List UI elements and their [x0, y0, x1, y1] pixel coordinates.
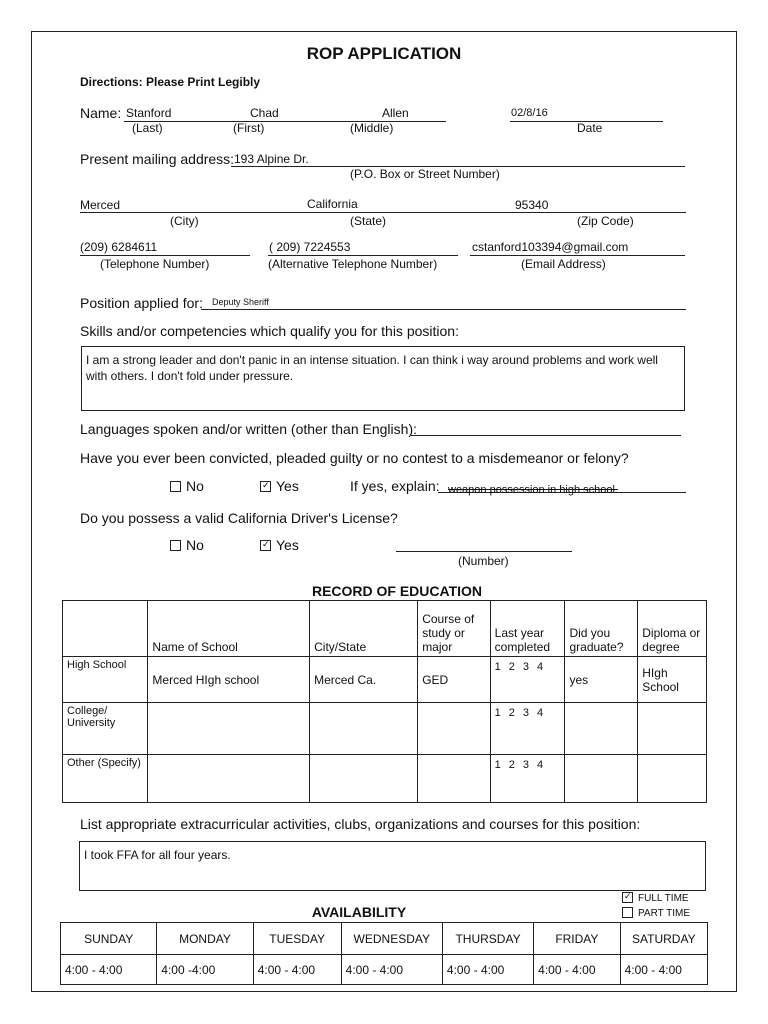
license-number-underline[interactable] [396, 551, 572, 552]
year-option[interactable]: 1 [494, 759, 501, 771]
convicted-yes-option[interactable] [260, 478, 299, 494]
middle-caption: (Middle) [350, 121, 394, 135]
availability-heading: AVAILABILITY [311, 904, 407, 920]
convicted-question: Have you ever been convicted, pleaded guilty or no contest to a misdemeanor or felony? [80, 450, 629, 466]
day-header: SATURDAY [620, 923, 707, 955]
license-yes-checkbox[interactable] [260, 540, 271, 551]
year-option[interactable]: 2 [508, 661, 515, 673]
languages-underline[interactable] [411, 435, 681, 436]
day-header: FRIDAY [534, 923, 620, 955]
school-course[interactable]: GED [418, 657, 490, 703]
education-header-row [63, 601, 707, 657]
education-header: Did you graduate? [565, 601, 638, 657]
table-row [63, 657, 707, 703]
year-options[interactable] [490, 755, 565, 803]
school-city[interactable] [310, 703, 418, 755]
position-underline [201, 309, 686, 310]
address-label: Present mailing address: [80, 151, 235, 167]
day-header: WEDNESDAY [341, 923, 442, 955]
time-cell[interactable]: 4:00 - 4:00 [620, 955, 707, 985]
year-option[interactable]: 1 [494, 707, 501, 719]
year-option[interactable]: 1 [494, 661, 501, 673]
license-question: Do you possess a valid California Driver's License? [80, 510, 398, 526]
full-time-option[interactable] [622, 893, 689, 904]
city-caption: (City) [170, 214, 199, 228]
year-option[interactable]: 3 [522, 707, 530, 719]
license-no-label: No [186, 537, 204, 553]
convicted-yes-label: Yes [276, 478, 299, 494]
school-type: Other (Specify) [63, 755, 148, 803]
days-row [61, 923, 708, 955]
school-name[interactable] [148, 703, 310, 755]
phone-underline [80, 255, 250, 256]
phone-value[interactable]: (209) 6284611 [80, 240, 158, 254]
year-options[interactable] [490, 657, 565, 703]
graduated-value[interactable]: yes [565, 657, 638, 703]
day-header: SUNDAY [61, 923, 157, 955]
education-header: Name of School [148, 601, 310, 657]
state-value[interactable]: California [307, 197, 358, 211]
email-caption: (Email Address) [521, 257, 606, 271]
day-header: TUESDAY [253, 923, 341, 955]
table-row [63, 755, 707, 803]
convicted-no-checkbox[interactable] [170, 481, 181, 492]
license-no-option[interactable] [170, 537, 204, 553]
year-option[interactable]: 4 [537, 759, 544, 771]
school-city[interactable]: Merced Ca. [310, 657, 418, 703]
time-cell[interactable]: 4:00 - 4:00 [534, 955, 620, 985]
year-option[interactable]: 2 [508, 759, 515, 771]
school-course[interactable] [418, 703, 490, 755]
table-row [63, 703, 707, 755]
alt-phone-value[interactable]: ( 209) 7224553 [269, 240, 351, 254]
year-option[interactable]: 2 [508, 707, 515, 719]
part-time-label: PART TIME [638, 908, 691, 920]
languages-label: Languages spoken and/or written (other than English): [80, 421, 417, 437]
activities-box[interactable]: I took FFA for all four years. [79, 841, 706, 891]
year-options[interactable] [490, 703, 565, 755]
email-value[interactable]: cstanford103394@gmail.com [472, 240, 629, 254]
time-cell[interactable]: 4:00 - 4:00 [253, 955, 341, 985]
city-value[interactable]: Merced [80, 198, 121, 212]
part-time-checkbox[interactable] [622, 907, 633, 918]
convicted-yes-checkbox[interactable] [260, 481, 271, 492]
middle-name-value[interactable]: Allen [382, 106, 409, 120]
name-underline [124, 121, 446, 122]
year-option[interactable]: 3 [522, 661, 530, 673]
phone-caption: (Telephone Number) [100, 257, 210, 271]
day-header: MONDAY [157, 923, 253, 955]
alt-phone-caption: (Alternative Telephone Number) [268, 257, 438, 271]
activities-label: List appropriate extracurricular activities, clubs, organizations and courses for this position: [80, 816, 641, 832]
name-label: Name: [80, 105, 122, 121]
education-header [63, 601, 148, 657]
directions: Directions: Please Print Legibly [80, 75, 261, 89]
year-option[interactable]: 4 [537, 661, 544, 673]
convicted-no-label: No [186, 478, 204, 494]
time-cell[interactable]: 4:00 - 4:00 [61, 955, 157, 985]
diploma-value[interactable]: HIgh School [638, 657, 707, 703]
explain-value[interactable]: weapon possession in high school. [448, 484, 619, 496]
education-header: City/State [310, 601, 418, 657]
street-caption: (P.O. Box or Street Number) [350, 167, 500, 181]
last-caption: (Last) [132, 121, 163, 135]
diploma-value[interactable] [638, 703, 707, 755]
school-name[interactable]: Merced HIgh school [148, 657, 310, 703]
license-no-checkbox[interactable] [170, 540, 181, 551]
time-cell[interactable]: 4:00 - 4:00 [341, 955, 442, 985]
school-city[interactable] [310, 755, 418, 803]
position-value[interactable]: Deputy Sheriff [212, 297, 269, 307]
graduated-value[interactable] [565, 755, 638, 803]
date-caption: Date [577, 121, 603, 135]
convicted-no-option[interactable] [170, 478, 204, 494]
education-table [62, 600, 707, 803]
skills-label: Skills and/or competencies which qualify you for this position: [80, 323, 459, 339]
diploma-value[interactable] [638, 755, 707, 803]
date-value[interactable]: 02/8/16 [511, 107, 548, 119]
part-time-option[interactable] [622, 908, 690, 919]
zip-caption: (Zip Code) [577, 214, 634, 228]
year-option[interactable]: 4 [537, 707, 544, 719]
full-time-checkbox[interactable] [622, 892, 633, 903]
city-state-zip-underline [80, 212, 686, 213]
license-yes-label: Yes [276, 537, 299, 553]
state-caption: (State) [350, 214, 387, 228]
first-name-value[interactable]: Chad [250, 106, 279, 120]
year-option[interactable]: 3 [522, 759, 530, 771]
alt-phone-underline [268, 255, 458, 256]
school-name[interactable] [148, 755, 310, 803]
first-caption: (First) [233, 121, 265, 135]
email-underline [470, 255, 685, 256]
school-type: College/ University [63, 703, 148, 755]
education-header: Course of study or major [418, 601, 490, 657]
full-time-label: FULL TIME [638, 893, 689, 905]
position-label: Position applied for: [80, 295, 203, 311]
skills-box[interactable]: I am a strong leader and don't panic in an intense situation. I can think i way around problems and work well with others. I don't fold under pressure. [81, 346, 685, 411]
school-type: High School [63, 657, 148, 703]
time-cell[interactable]: 4:00 -4:00 [157, 955, 253, 985]
time-cell[interactable]: 4:00 - 4:00 [442, 955, 533, 985]
times-row [61, 955, 708, 985]
last-name-value[interactable]: Stanford [126, 106, 172, 120]
school-course[interactable] [418, 755, 490, 803]
availability-table [60, 922, 708, 985]
education-header: Diploma or degree [638, 601, 707, 657]
education-header: Last year completed [490, 601, 565, 657]
graduated-value[interactable] [565, 703, 638, 755]
education-heading: RECORD OF EDUCATION [311, 583, 483, 599]
form-title: ROP APPLICATION [306, 44, 462, 63]
explain-label: If yes, explain: [350, 478, 440, 494]
street-value[interactable]: 193 Alpine Dr. [234, 152, 309, 166]
license-yes-option[interactable] [260, 537, 299, 553]
zip-value[interactable]: 95340 [515, 198, 549, 212]
license-number-caption: (Number) [458, 554, 509, 568]
day-header: THURSDAY [442, 923, 533, 955]
